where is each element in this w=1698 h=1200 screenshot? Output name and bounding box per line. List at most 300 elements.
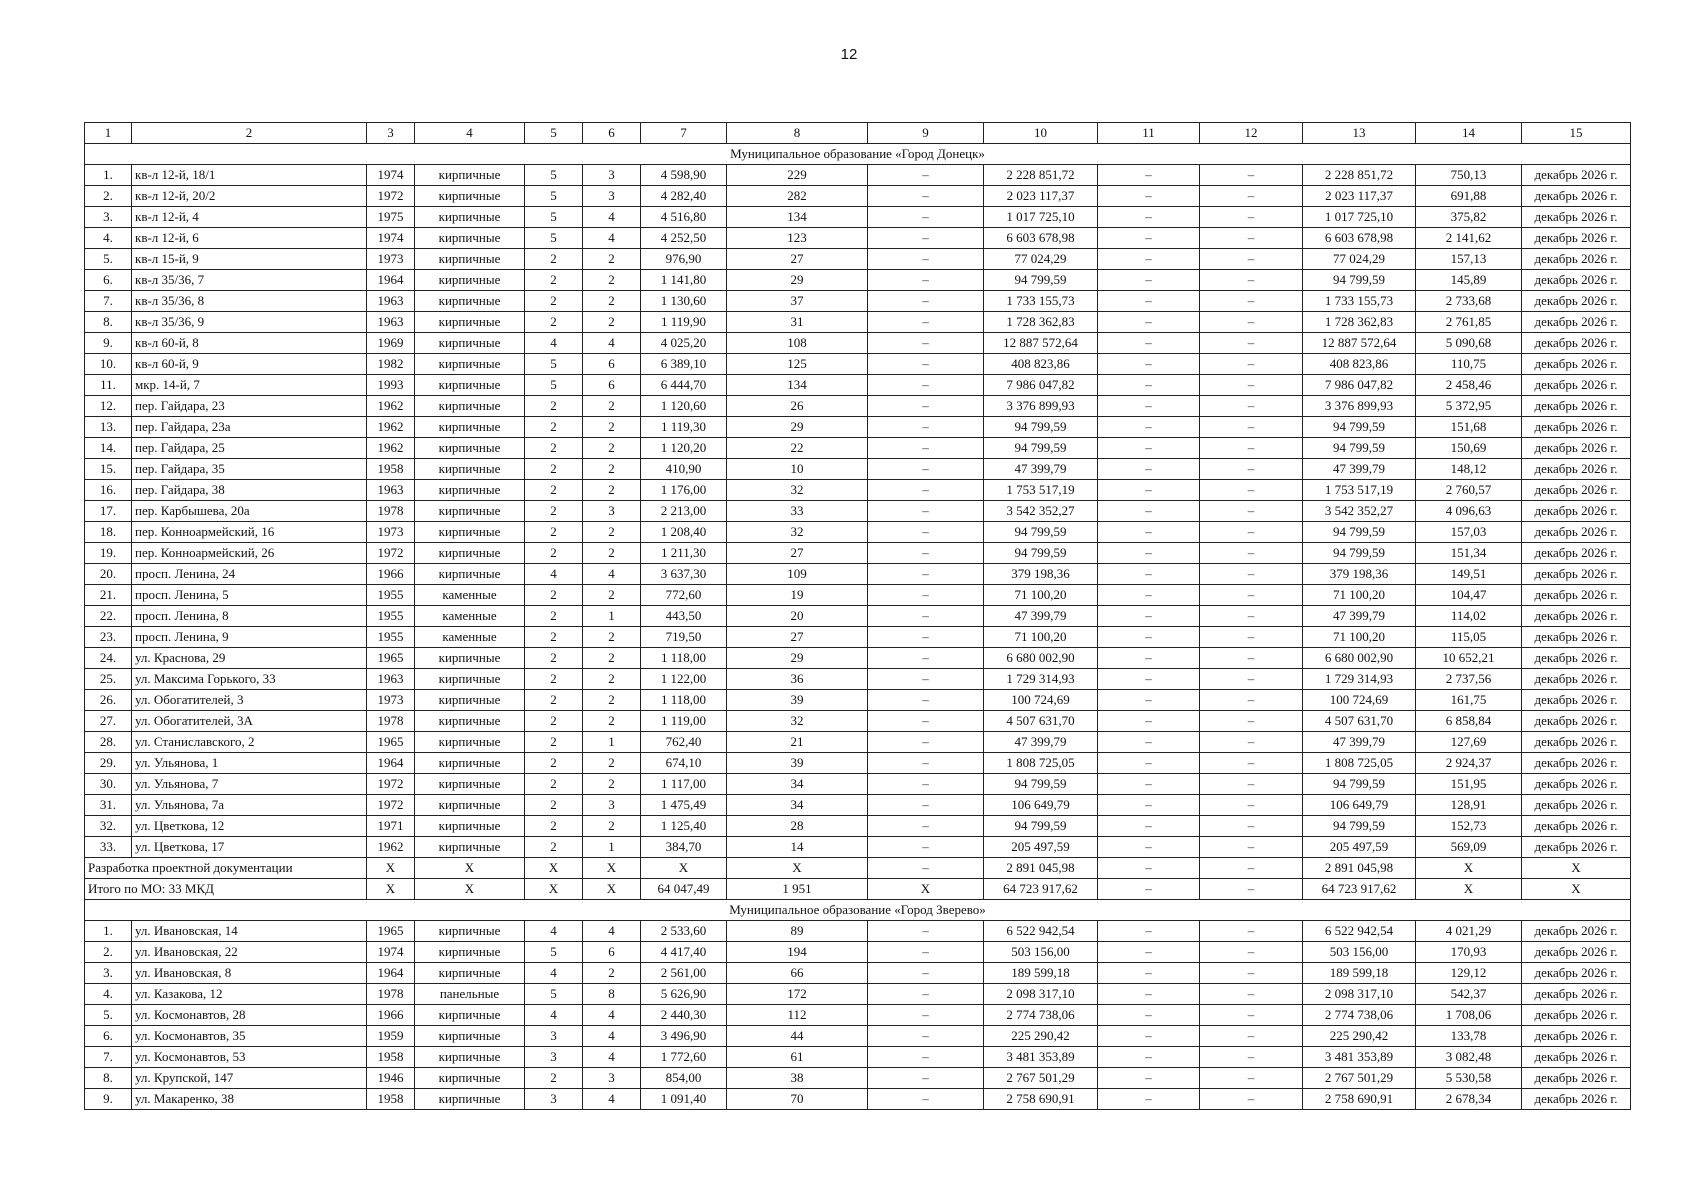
table-cell: 1974 [367, 165, 415, 186]
table-cell: 109 [727, 564, 868, 585]
table-cell: – [1098, 963, 1200, 984]
table-cell: 71 100,20 [984, 585, 1098, 606]
table-cell: – [1098, 1005, 1200, 1026]
table-cell: 94 799,59 [1303, 522, 1416, 543]
table-cell: – [1200, 186, 1303, 207]
table-row [85, 354, 1631, 375]
table-cell: 2 098 317,10 [1303, 984, 1416, 1005]
table-cell: – [868, 1026, 984, 1047]
table-cell: 19. [85, 543, 132, 564]
table-cell: 2 [583, 396, 641, 417]
table-cell: 28 [727, 816, 868, 837]
table-cell: 1 017 725,10 [1303, 207, 1416, 228]
table-cell: 32 [727, 480, 868, 501]
table-cell: 1972 [367, 543, 415, 564]
table-cell: 2 [583, 543, 641, 564]
table-cell: декабрь 2026 г. [1522, 501, 1631, 522]
table-cell: 3 542 352,27 [1303, 501, 1416, 522]
table-cell: ул. Макаренко, 38 [132, 1089, 367, 1110]
table-cell: 503 156,00 [984, 942, 1098, 963]
table-cell: 2 [583, 312, 641, 333]
summary-row [85, 858, 1631, 879]
table-cell: декабрь 2026 г. [1522, 165, 1631, 186]
table-cell: 100 724,69 [984, 690, 1098, 711]
table-cell: 2 [525, 585, 583, 606]
table-cell: 2 733,68 [1416, 291, 1522, 312]
table-cell: 47 399,79 [1303, 732, 1416, 753]
table-cell: – [1200, 333, 1303, 354]
table-cell: – [1098, 564, 1200, 585]
table-cell: – [1200, 396, 1303, 417]
table-cell: 2 [525, 270, 583, 291]
table-cell: ул. Космонавтов, 35 [132, 1026, 367, 1047]
table-cell: 2 [525, 1068, 583, 1089]
table-cell: 4 [583, 228, 641, 249]
table-cell: 10 [984, 123, 1098, 144]
table-cell: 170,93 [1416, 942, 1522, 963]
table-cell: кирпичные [415, 438, 525, 459]
table-cell: пер. Конноармейский, 16 [132, 522, 367, 543]
table-cell: кирпичные [415, 774, 525, 795]
table-cell: – [1200, 816, 1303, 837]
table-cell: 1. [85, 921, 132, 942]
table-cell: 2 767 501,29 [1303, 1068, 1416, 1089]
table-cell: 1 772,60 [641, 1047, 727, 1068]
table-cell: – [1200, 669, 1303, 690]
table-cell: 2 533,60 [641, 921, 727, 942]
table-cell: 8 [727, 123, 868, 144]
table-cell: Х [415, 879, 525, 900]
table-cell: 3 082,48 [1416, 1047, 1522, 1068]
table-cell: 77 024,29 [1303, 249, 1416, 270]
table-cell: 772,60 [641, 585, 727, 606]
table-cell: 12. [85, 396, 132, 417]
table-cell: 1 729 314,93 [1303, 669, 1416, 690]
table-cell: – [1098, 648, 1200, 669]
table-cell: декабрь 2026 г. [1522, 942, 1631, 963]
table-cell: 4 [415, 123, 525, 144]
table-cell: – [1098, 585, 1200, 606]
table-cell: пер. Конноармейский, 26 [132, 543, 367, 564]
table-row [85, 921, 1631, 942]
table-cell: 1973 [367, 249, 415, 270]
table-cell: 77 024,29 [984, 249, 1098, 270]
table-cell: – [868, 207, 984, 228]
table-cell: Итого по МО: 33 МКД [85, 879, 367, 900]
table-cell: 1 [583, 606, 641, 627]
table-cell: 34 [727, 795, 868, 816]
table-cell: 225 290,42 [1303, 1026, 1416, 1047]
table-row [85, 249, 1631, 270]
table-cell: 7. [85, 1047, 132, 1068]
table-cell: 6 [583, 942, 641, 963]
table-cell: – [1200, 690, 1303, 711]
table-cell: – [1200, 1026, 1303, 1047]
table-cell: 14. [85, 438, 132, 459]
table-cell: 148,12 [1416, 459, 1522, 480]
table-cell: – [1200, 795, 1303, 816]
table-cell: – [1200, 606, 1303, 627]
table-cell: – [1098, 690, 1200, 711]
table-cell: 3 637,30 [641, 564, 727, 585]
table-cell: 2 [525, 837, 583, 858]
table-cell: 115,05 [1416, 627, 1522, 648]
table-cell: 375,82 [1416, 207, 1522, 228]
table-cell: 70 [727, 1089, 868, 1110]
table-cell: 1 808 725,05 [1303, 753, 1416, 774]
table-cell: – [868, 165, 984, 186]
table-cell: – [868, 1047, 984, 1068]
table-cell: 410,90 [641, 459, 727, 480]
table-cell: 443,50 [641, 606, 727, 627]
table-cell: – [1200, 522, 1303, 543]
table-cell: 1974 [367, 228, 415, 249]
table-cell: 4 [583, 1047, 641, 1068]
table-cell: 2 [583, 480, 641, 501]
table-cell: 2 [583, 585, 641, 606]
table-cell: 47 399,79 [1303, 606, 1416, 627]
table-cell: 3. [85, 963, 132, 984]
table-cell: 2 [525, 627, 583, 648]
table-row [85, 228, 1631, 249]
table-cell: 22. [85, 606, 132, 627]
table-row [85, 753, 1631, 774]
table-cell: 106 649,79 [984, 795, 1098, 816]
table-cell: – [1200, 942, 1303, 963]
table-cell: – [1200, 438, 1303, 459]
table-cell: кирпичные [415, 690, 525, 711]
section-header-row [85, 144, 1631, 165]
table-cell: 31. [85, 795, 132, 816]
table-cell: 30. [85, 774, 132, 795]
table-cell: 2 [525, 816, 583, 837]
table-cell: 2 [583, 648, 641, 669]
table-cell: – [1098, 627, 1200, 648]
table-cell: 10 [727, 459, 868, 480]
table-cell: – [1200, 312, 1303, 333]
table-cell: 27 [727, 249, 868, 270]
table-cell: декабрь 2026 г. [1522, 228, 1631, 249]
table-cell: – [868, 627, 984, 648]
table-cell: – [1098, 417, 1200, 438]
table-cell: – [868, 312, 984, 333]
table-row [85, 774, 1631, 795]
table-cell: Х [1416, 858, 1522, 879]
table-cell: 7. [85, 291, 132, 312]
table-cell: 1965 [367, 732, 415, 753]
table-cell: 2 [583, 963, 641, 984]
table-cell: – [1098, 879, 1200, 900]
table-cell: – [1098, 459, 1200, 480]
table-cell: 4 021,29 [1416, 921, 1522, 942]
table-cell: 2 758 690,91 [984, 1089, 1098, 1110]
table-cell: – [1200, 459, 1303, 480]
table-cell: 15 [1522, 123, 1631, 144]
table-cell: 1 017 725,10 [984, 207, 1098, 228]
table-cell: 13 [1303, 123, 1416, 144]
table-cell: 1 951 [727, 879, 868, 900]
table-cell: 23. [85, 627, 132, 648]
table-cell: Х [1522, 879, 1631, 900]
table-cell: 2 760,57 [1416, 480, 1522, 501]
table-cell: – [1098, 795, 1200, 816]
table-cell: 1982 [367, 354, 415, 375]
table-cell: 32. [85, 816, 132, 837]
table-cell: 7 [641, 123, 727, 144]
table-cell: пер. Гайдара, 25 [132, 438, 367, 459]
table-cell: 14 [727, 837, 868, 858]
table-cell: 4 [525, 333, 583, 354]
table-cell: 12 887 572,64 [1303, 333, 1416, 354]
table-cell: 2. [85, 186, 132, 207]
table-cell: 157,03 [1416, 522, 1522, 543]
table-cell: 1958 [367, 459, 415, 480]
table-cell: 2 098 317,10 [984, 984, 1098, 1005]
table-cell: 4 [583, 1005, 641, 1026]
table-cell: 64 047,49 [641, 879, 727, 900]
table-cell: – [1200, 1068, 1303, 1089]
table-cell: – [868, 816, 984, 837]
table-cell: 11. [85, 375, 132, 396]
table-cell: 2 [525, 648, 583, 669]
table-cell: 2 [525, 417, 583, 438]
table-cell: 2 [525, 711, 583, 732]
table-cell: 2 [583, 669, 641, 690]
table-cell: кирпичные [415, 417, 525, 438]
table-cell: – [1200, 837, 1303, 858]
table-cell: кирпичные [415, 543, 525, 564]
table-cell: 569,09 [1416, 837, 1522, 858]
table-cell: декабрь 2026 г. [1522, 459, 1631, 480]
table-cell: 2. [85, 942, 132, 963]
table-row [85, 438, 1631, 459]
table-cell: декабрь 2026 г. [1522, 669, 1631, 690]
table-cell: кирпичные [415, 186, 525, 207]
table-cell: 34 [727, 774, 868, 795]
table-cell: декабрь 2026 г. [1522, 375, 1631, 396]
table-cell: 691,88 [1416, 186, 1522, 207]
table-cell: 123 [727, 228, 868, 249]
table-cell: 152,73 [1416, 816, 1522, 837]
table-cell: 282 [727, 186, 868, 207]
table-cell: 61 [727, 1047, 868, 1068]
table-cell: 31 [727, 312, 868, 333]
table-cell: – [1098, 753, 1200, 774]
table-cell: 5 [525, 207, 583, 228]
table-cell: 1963 [367, 312, 415, 333]
table-cell: 106 649,79 [1303, 795, 1416, 816]
table-cell: декабрь 2026 г. [1522, 564, 1631, 585]
table-cell: декабрь 2026 г. [1522, 207, 1631, 228]
table-cell: – [868, 249, 984, 270]
table-cell: мкр. 14-й, 7 [132, 375, 367, 396]
table-cell: пер. Гайдара, 23 [132, 396, 367, 417]
table-cell: кирпичные [415, 942, 525, 963]
table-cell: 47 399,79 [1303, 459, 1416, 480]
table-cell: 1975 [367, 207, 415, 228]
table-cell: кирпичные [415, 291, 525, 312]
table-cell: декабрь 2026 г. [1522, 396, 1631, 417]
table-cell: 5 [525, 984, 583, 1005]
table-cell: 2 [583, 690, 641, 711]
table-cell: – [868, 333, 984, 354]
table-cell: каменные [415, 606, 525, 627]
table-row [85, 396, 1631, 417]
table-cell: 4 417,40 [641, 942, 727, 963]
table-cell: 1962 [367, 396, 415, 417]
table-cell: Х [525, 879, 583, 900]
table-cell: декабрь 2026 г. [1522, 249, 1631, 270]
table-cell: 1 118,00 [641, 648, 727, 669]
table-row [85, 165, 1631, 186]
table-cell: 1971 [367, 816, 415, 837]
table-cell: ул. Ульянова, 7а [132, 795, 367, 816]
table-cell: 17. [85, 501, 132, 522]
table-row [85, 522, 1631, 543]
table-cell: 3 481 353,89 [1303, 1047, 1416, 1068]
table-cell: – [868, 837, 984, 858]
table-cell: – [868, 669, 984, 690]
table-cell: Х [1522, 858, 1631, 879]
table-cell: 94 799,59 [1303, 438, 1416, 459]
table-cell: Х [367, 858, 415, 879]
table-cell: – [868, 438, 984, 459]
table-cell: 1958 [367, 1089, 415, 1110]
table-cell: ул. Ульянова, 1 [132, 753, 367, 774]
table-row [85, 1068, 1631, 1089]
table-cell: Х [583, 879, 641, 900]
table-cell: – [1098, 984, 1200, 1005]
table-cell: 4 [525, 1005, 583, 1026]
table-cell: – [868, 480, 984, 501]
table-cell: ул. Космонавтов, 28 [132, 1005, 367, 1026]
table-cell: 29 [727, 417, 868, 438]
table-cell: 3 [583, 186, 641, 207]
table-cell: 750,13 [1416, 165, 1522, 186]
table-cell: 12 [1200, 123, 1303, 144]
table-row [85, 312, 1631, 333]
table-cell: – [868, 1068, 984, 1089]
table-cell: – [1200, 648, 1303, 669]
table-cell: 2 [525, 396, 583, 417]
table-cell: 71 100,20 [1303, 585, 1416, 606]
table-row [85, 627, 1631, 648]
table-cell: 2 761,85 [1416, 312, 1522, 333]
table-cell: 1 [583, 837, 641, 858]
table-cell: 2 023 117,37 [1303, 186, 1416, 207]
table-cell: – [868, 690, 984, 711]
table-cell: кирпичные [415, 480, 525, 501]
table-row [85, 669, 1631, 690]
table-cell: 145,89 [1416, 270, 1522, 291]
table-cell: ул. Ивановская, 22 [132, 942, 367, 963]
table-cell: – [1200, 879, 1303, 900]
table-cell: 15. [85, 459, 132, 480]
table-cell: – [1098, 270, 1200, 291]
table-cell: 4 598,90 [641, 165, 727, 186]
table-cell: кирпичные [415, 648, 525, 669]
table-cell: декабрь 2026 г. [1522, 270, 1631, 291]
table-cell: 408 823,86 [1303, 354, 1416, 375]
table-cell: 3 [583, 501, 641, 522]
table-cell: кирпичные [415, 207, 525, 228]
table-cell: панельные [415, 984, 525, 1005]
table-cell: 1. [85, 165, 132, 186]
table-cell: 5. [85, 1005, 132, 1026]
table-cell: 384,70 [641, 837, 727, 858]
table-cell: кирпичные [415, 816, 525, 837]
table-cell: – [1098, 165, 1200, 186]
table-cell: Х [641, 858, 727, 879]
table-cell: 2 [525, 291, 583, 312]
table-row [85, 984, 1631, 1005]
table-cell: кирпичные [415, 1089, 525, 1110]
table-cell: 64 723 917,62 [984, 879, 1098, 900]
table-cell: 1 475,49 [641, 795, 727, 816]
table-cell: – [1200, 354, 1303, 375]
table-cell: 29. [85, 753, 132, 774]
table-cell: 1958 [367, 1047, 415, 1068]
table-cell: 1 176,00 [641, 480, 727, 501]
table-cell: – [868, 564, 984, 585]
table-cell: – [1200, 921, 1303, 942]
table-cell: кирпичные [415, 795, 525, 816]
table-cell: 2 924,37 [1416, 753, 1522, 774]
table-cell: 7 986 047,82 [1303, 375, 1416, 396]
table-cell: – [1200, 501, 1303, 522]
table-cell: ул. Обогатителей, 3А [132, 711, 367, 732]
page-number: 12 [840, 46, 858, 63]
table-cell: 32 [727, 522, 868, 543]
table-cell: кирпичные [415, 270, 525, 291]
table-cell: 2 [583, 816, 641, 837]
table-cell: Х [583, 858, 641, 879]
table-cell: – [1098, 921, 1200, 942]
table-cell: кирпичные [415, 375, 525, 396]
table-cell: 2 774 738,06 [1303, 1005, 1416, 1026]
table-cell: – [1098, 186, 1200, 207]
table-cell: – [1200, 858, 1303, 879]
table-cell: ул. Ивановская, 14 [132, 921, 367, 942]
table-cell: ул. Обогатителей, 3 [132, 690, 367, 711]
table-cell: 2 774 738,06 [984, 1005, 1098, 1026]
table-cell: Муниципальное образование «Город Донецк» [85, 144, 1631, 165]
table-cell: 6 680 002,90 [984, 648, 1098, 669]
table-cell: – [1200, 711, 1303, 732]
table-cell: 9. [85, 1089, 132, 1110]
table-cell: 6. [85, 1026, 132, 1047]
table-cell: 1964 [367, 963, 415, 984]
table-row [85, 375, 1631, 396]
table-cell: 6 858,84 [1416, 711, 1522, 732]
table-cell: 8 [583, 984, 641, 1005]
table-cell: 134 [727, 207, 868, 228]
table-cell: декабрь 2026 г. [1522, 711, 1631, 732]
table-cell: – [1200, 480, 1303, 501]
table-cell: 2 [583, 438, 641, 459]
table-cell: кирпичные [415, 921, 525, 942]
table-cell: 6 522 942,54 [984, 921, 1098, 942]
table-cell: 205 497,59 [1303, 837, 1416, 858]
table-cell: 2 678,34 [1416, 1089, 1522, 1110]
table-cell: – [1200, 228, 1303, 249]
table-cell: 9 [868, 123, 984, 144]
table-cell: 3 542 352,27 [984, 501, 1098, 522]
table-cell: кирпичные [415, 459, 525, 480]
table-cell: 2 737,56 [1416, 669, 1522, 690]
table-cell: кирпичные [415, 312, 525, 333]
table-cell: – [868, 459, 984, 480]
